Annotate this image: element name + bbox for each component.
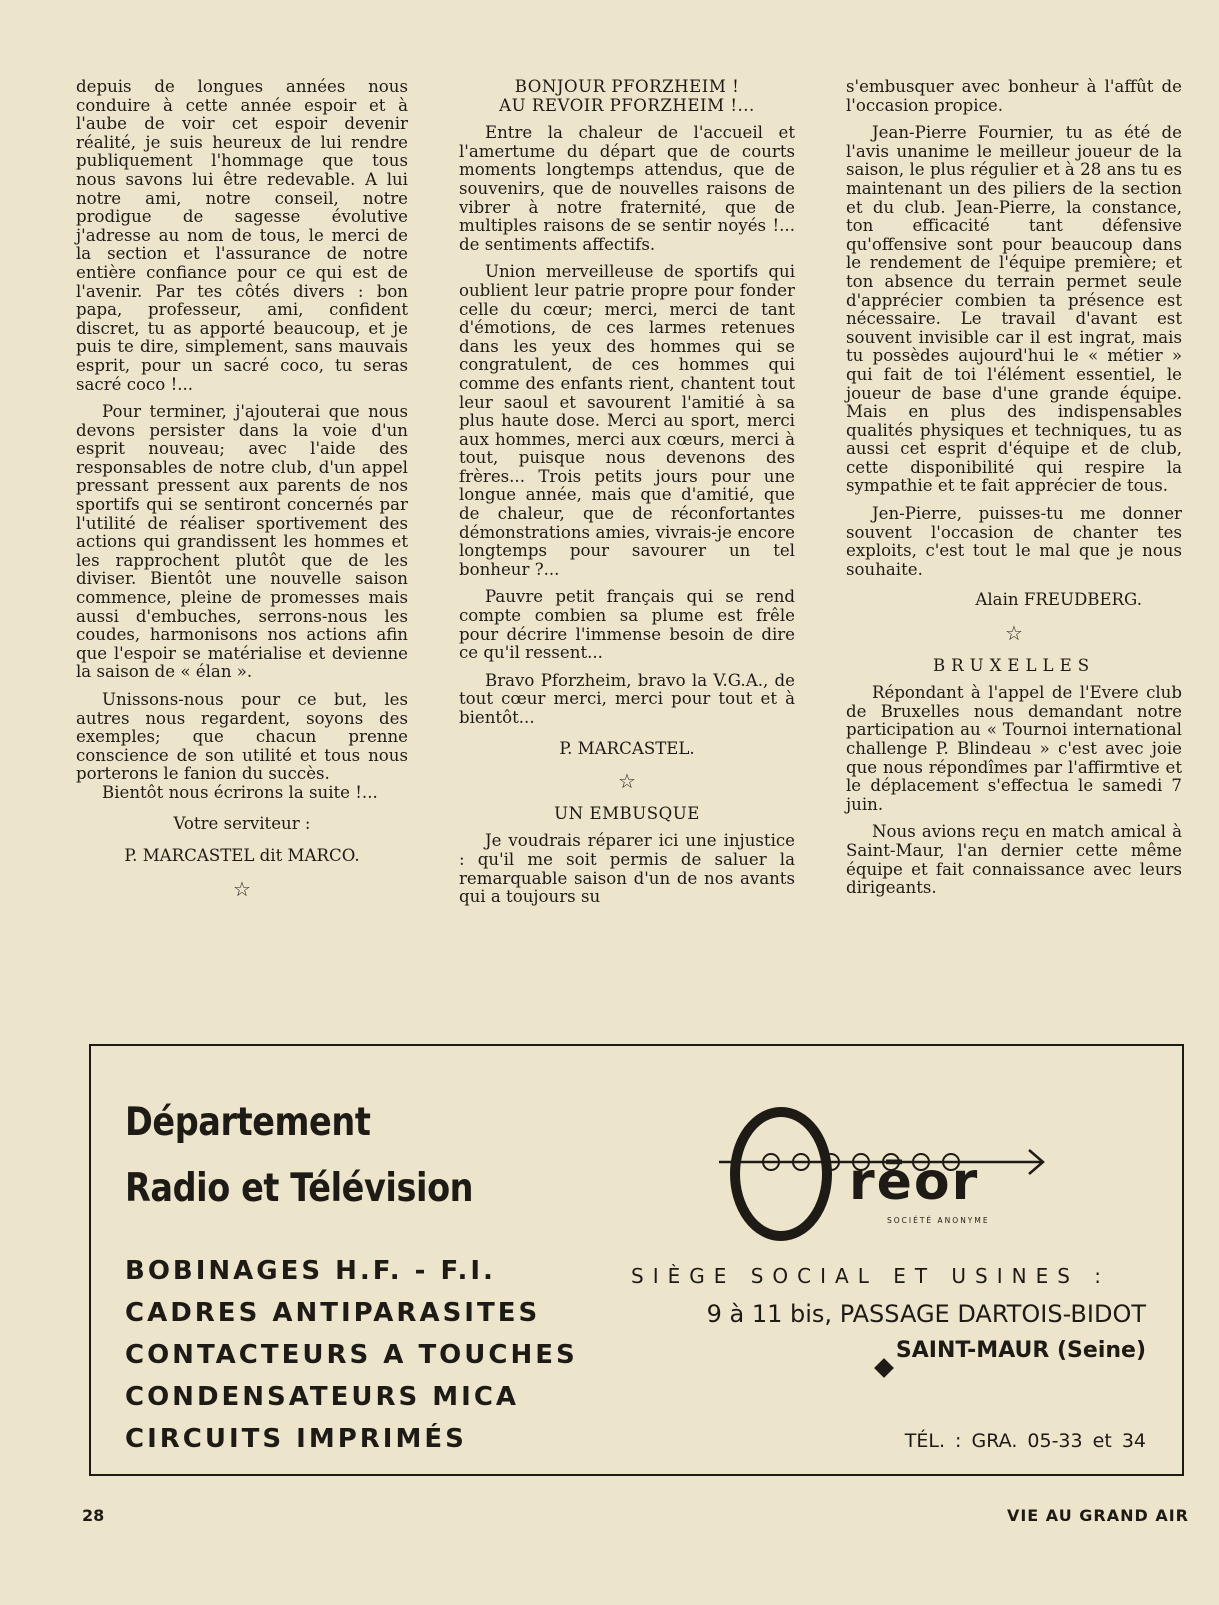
article-paragraph: Union merveilleuse de sportifs qui oublient leur patrie propre pour fonder celle du cœur; merci, merci de tant d'émotions, de ces larmes retenues dans les yeux des hommes qui se congratulent, de ces hommes qui comme des enfants rient, chantent tout leur saoul et savourent l'amitié à sa plus haute dose. Merci au sport, merci aux hommes, merci aux cœurs, merci à tout, puisque nous devenons des frères... Trois petits jours pour une longue année, mais que d'amitié, que de chaleur, que de réconfortantes démonstrations amies, vivrais-je encore longtemps pour savourer un tel bonheur ?... (459, 262, 795, 579)
article-paragraph: Nous avions reçu en match amical à Saint-Maur, l'an dernier cette même équipe et fait connaissance avec leurs dirigeants. (846, 822, 1182, 898)
phone-number: TÉL. : GRA. 05-33 et 34 (904, 1430, 1146, 1452)
company-address (631, 1261, 1146, 1369)
ad-product-list (125, 1250, 578, 1460)
article-paragraph: Répondant à l'appel de l'Evere club de Bruxelles nous demandant notre participation au « Tournoi international challenge P. Blindeau » c'est avec joie que nous répondîmes par l'affirmtive et le déplacement s'effectua le samedi 7 juin. (846, 683, 1182, 814)
article-paragraph: Unissons-nous pour ce but, les autres nous regardent, soyons des exemples; que chacun prenne conscience de son utilité et tous nous porterons le fanion du succès. (76, 690, 408, 784)
address-street: 9 à 11 bis, PASSAGE DARTOIS-BIDOT (706, 1300, 1146, 1328)
article-column-1 (76, 78, 408, 912)
address-city: SAINT-MAUR (Seine) (895, 1338, 1146, 1363)
star-icon: ☆ (618, 769, 636, 794)
ad-product-item: CADRES ANTIPARASITES (125, 1298, 541, 1328)
article-paragraph: depuis de longues années nous conduire à cette année espoir et à l'aube de voir cet espoir devenir réalité, je suis heureux de lui rendre publiquement l'hommage que tous nous savons lui être redevable. A lui notre ami, notre conseil, notre prodigue de sagesse évolutive j'adresse au nom de tous, le merci de la section et l'assurance de notre entière confiance pour ce qui est de l'avenir. Par tes côtés divers : bon papa, professeur, ami, confident discret, tu as apporté beaucoup, et je puis te dire, simplement, sans mauvais esprit, pour un sacré coco, tu seras sacré coco !... (76, 77, 408, 394)
brand-subtitle: SOCIÉTÉ ANONYME (887, 1216, 990, 1225)
heading-line: BONJOUR PFORZHEIM ! (514, 77, 740, 96)
ad-title (125, 1090, 473, 1222)
page-number: 28 (82, 1506, 105, 1525)
article-heading: BRUXELLES (932, 655, 1096, 675)
article-paragraph: Je voudrais réparer ici une injustice : qu'il me soit permis de saluer la remarquable saison d'un de nos avants qui a toujours su (459, 831, 795, 907)
article-heading: UN EMBUSQUE (554, 803, 700, 823)
ad-product-item: CONDENSATEURS MICA (125, 1382, 520, 1412)
ad-title-line: Radio et Télévision (125, 1166, 474, 1211)
ad-product-item: CIRCUITS IMPRIMÉS (125, 1424, 467, 1454)
author-signature: Alain FREUDBERG. (975, 590, 1142, 610)
closing-line: Votre serviteur : (173, 813, 311, 833)
brand-name: rēor (849, 1152, 980, 1212)
article-paragraph: Jen-Pierre, puisses-tu me donner souvent l'occasion de chanter tes exploits, c'est tout le mal que je nous souhaite. (846, 504, 1182, 579)
heading-line: AU REVOIR PFORZHEIM !... (499, 95, 755, 115)
article-column-3 (846, 78, 1182, 907)
ad-product-item: CONTACTEURS A TOUCHES (125, 1340, 578, 1370)
article-paragraph: s'embusquer avec bonheur à l'affût de l'occasion propice. (846, 77, 1182, 115)
star-icon: ☆ (233, 876, 251, 901)
article-paragraph: Jean-Pierre Fournier, tu as été de l'avis unanime le meilleur joueur de la saison, le plus régulier et à 28 ans tu es maintenant un des piliers de la section et du club. Jean-Pierre, la constance, ton efficacité tant défensive qu'offensive sont pour beaucoup dans le rendement de l'équipe première; et ton absence du terrain permet seule d'apprécier combien ta présence est nécessaire. Le travail d'avant est souvent invisible car il est ingrat, mais tu possèdes aujourd'hui le « métier » qui fait de toi l'élément essentiel, le joueur de base d'une grande équipe. Mais en plus des indispensables qualités physiques et techniques, tu as aussi cet esprit d'équipe et de club, cette disponibilité qui respire la sympathie et te fait apprécier de tous. (846, 123, 1182, 496)
author-signature: P. MARCASTEL. (559, 738, 695, 758)
author-signature: P. MARCASTEL dit MARCO. (124, 846, 360, 866)
ad-title-line: Département (125, 1100, 371, 1145)
article-paragraph: Entre la chaleur de l'accueil et l'amertume du départ que de courts moments longtemps attendus, que de souvenirs, que de nouvelles raisons de vibrer à notre fraternité, que de multiples raisons de se sentir noyés !... de sentiments affectifs. (459, 123, 795, 254)
magazine-name: VIE AU GRAND AIR (1006, 1506, 1189, 1525)
address-label: SIÈGE SOCIAL ET USINES : (631, 1264, 1111, 1288)
article-paragraph: Bravo Pforzheim, bravo la V.G.A., de tout cœur merci, merci pour tout et à bientôt... (459, 670, 795, 727)
brand-logo (719, 1092, 1059, 1242)
advertisement (89, 1044, 1184, 1476)
article-column-2 (459, 78, 795, 916)
article-paragraph: Pour terminer, j'ajouterai que nous devons persister dans la voie d'un esprit nouveau; avec l'aide des responsables de notre club, d'un appel pressant pressent aux parents de nos sportifs qui se sentiront concernés par l'utilité de réaliser sportivement des actions qui grandissent les hommes et les rapprochent plutôt que de les diviser. Bientôt une nouvelle saison commence, pleine de promesses mais aussi d'embuches, serrons-nous les coudes, harmonisons nos actions afin que l'espoir se matérialise et devienne la saison de « élan ». (76, 402, 408, 682)
article-heading (459, 78, 795, 115)
article-paragraph: Pauvre petit français qui se rend compte combien sa plume est frêle pour décrire l'immense besoin de dire ce qu'il ressent... (459, 587, 795, 663)
star-icon: ☆ (1005, 621, 1023, 646)
article-paragraph: Bientôt nous écrirons la suite !... (102, 782, 378, 802)
ad-product-item: BOBINAGES H.F. - F.I. (125, 1256, 496, 1286)
